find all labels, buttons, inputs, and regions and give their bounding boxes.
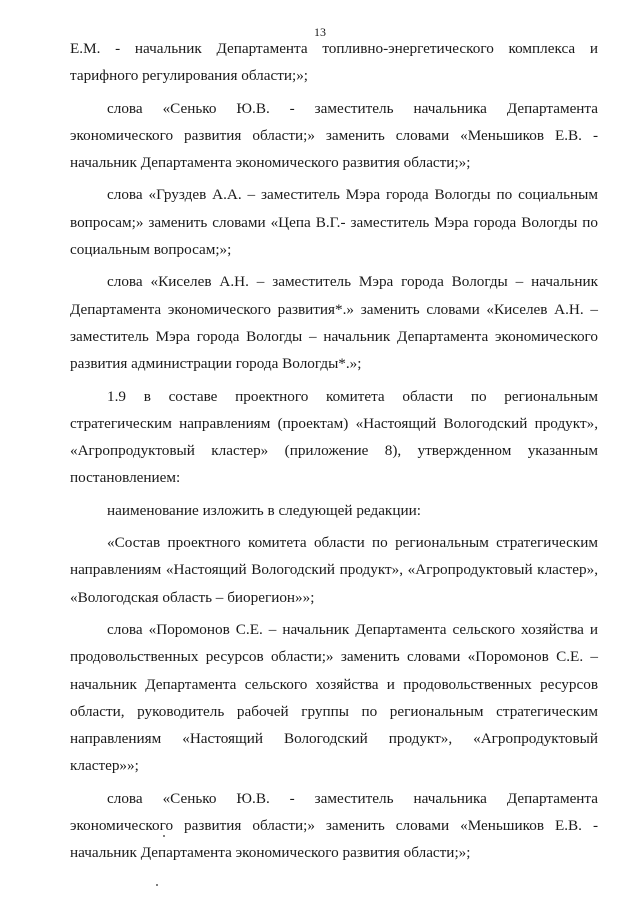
page-number: 13	[314, 25, 326, 39]
paragraph-1: Е.М. - начальник Департамента топливно-энергетического комплекса и тарифного регулирования области;»;	[70, 40, 598, 85]
scan-speck	[156, 884, 158, 886]
paragraph-9: слова «Сенько Ю.В. - заместитель начальника Департамента экономического развития области;» заменить словами «Меньшиков Е.В. - начальник Департамента экономического развития области;»;	[70, 789, 598, 862]
paragraph-5: 1.9 в составе проектного комитета области по региональным стратегическим направлениям (проектам) «Настоящий Вологодский продукт», «Агропродуктовый кластер» (приложение 8), утвержденном указанным постановлением:	[70, 387, 598, 487]
document-body	[70, 35, 598, 867]
paragraph-3: слова «Груздев А.А. – заместитель Мэра города Вологды по социальным вопросам;» заменить словами «Цепа В.Г.- заместитель Мэра города Вологды по социальным вопросам;»;	[70, 186, 598, 259]
scan-speck	[163, 835, 165, 837]
paragraph-2: слова «Сенько Ю.В. - заместитель начальника Департамента экономического развития области;» заменить словами «Меньшиков Е.В. - начальник Департамента экономического развития области;»;	[70, 99, 598, 172]
paragraph-4: слова «Киселев А.Н. – заместитель Мэра города Вологды – начальник Департамента экономического развития*.» заменить словами «Киселев А.Н. – заместитель Мэра города Вологды – начальник Департамента экономического развития администрации города Вологды*.»;	[70, 273, 598, 373]
paragraph-7: «Состав проектного комитета области по региональным стратегическим направлениям «Настоящий Вологодский продукт», «Агропродуктовый кластер», «Вологодская область – биорегион»»;	[70, 534, 598, 606]
paragraph-8: слова «Поромонов С.Е. – начальник Департамента сельского хозяйства и продовольственных ресурсов области;» заменить словами «Поромонов С.Е. – начальник Департамента сельского хозяйства и продовольственных ресурсов области, руководитель рабочей группы по региональным стратегическим направлениям «Настоящий Вологодский продукт», «Агропродуктовый кластер»»;	[70, 620, 598, 775]
paragraph-6: наименование изложить в следующей редакции:	[107, 501, 421, 519]
